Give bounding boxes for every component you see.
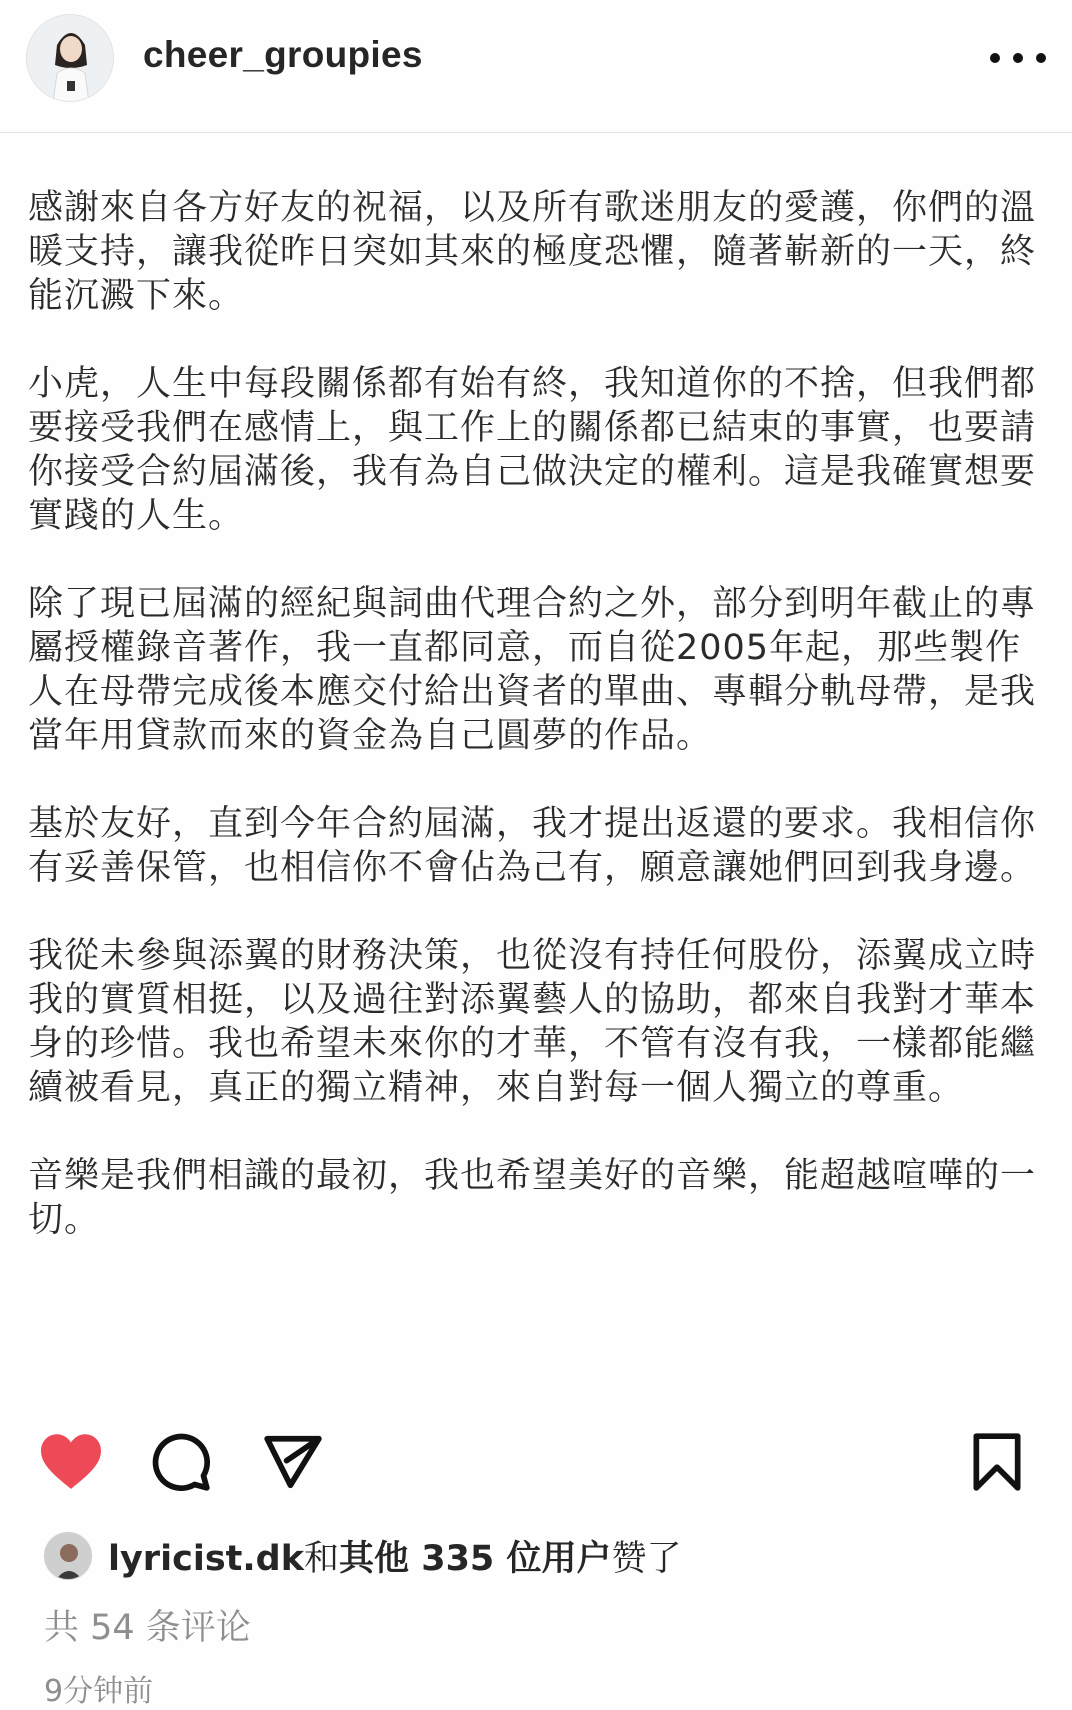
profile-photo: [27, 15, 114, 102]
liker-username[interactable]: lyricist.dk: [108, 1539, 305, 1579]
post-timestamp: 9分钟前: [44, 1674, 154, 1709]
post-username[interactable]: cheer_groupies: [143, 34, 423, 75]
likes-text: [108, 1531, 681, 1581]
likes-connector: 和: [304, 1539, 340, 1579]
more-dot: [990, 53, 1000, 63]
more-dots-icon[interactable]: [990, 40, 1046, 76]
caption-paragraph: 音樂是我們相識的最初，我也希望美好的音樂，能超越喧嘩的一切。: [28, 1156, 1037, 1240]
more-dot: [1013, 53, 1023, 63]
view-comments-link[interactable]: 共 54 条评论: [44, 1608, 251, 1648]
liker-avatar: [44, 1532, 92, 1580]
caption-paragraph: 基於友好，直到今年合約屆滿，我才提出返還的要求。我相信你有妥善保管，也相信你不會佔為己有，願意讓她們回到我身邊。: [28, 804, 1037, 888]
caption-paragraph: 小虎，人生中每段關係都有始有終，我知道你的不捨，但我們都要接受我們在感情上，與工作上的關係都已結束的事實，也要請你接受合約屆滿後，我有為自己做決定的權利。這是我確實想要實踐的人生。: [28, 364, 1037, 536]
more-dot: [1036, 53, 1046, 63]
likes-suffix: 赞了: [611, 1539, 682, 1579]
heart-filled-icon[interactable]: [38, 1431, 104, 1491]
bookmark-icon[interactable]: [970, 1431, 1024, 1493]
caption-paragraph: 感謝來自各方好友的祝福，以及所有歌迷朋友的愛護，你們的溫暖支持，讓我從昨日突如其來的極度恐懼，隨著嶄新的一天，終能沉澱下來。: [28, 188, 1037, 316]
paper-plane-icon[interactable]: [262, 1431, 324, 1493]
comment-bubble-icon[interactable]: [150, 1431, 212, 1493]
caption-paragraph: 除了現已屆滿的經紀與詞曲代理合約之外，部分到明年截止的專屬授權錄音著作，我一直都同意，而自從2005年起，那些製作人在母帶完成後本應交付給出資者的單曲、專輯分軌母帶，是我當年用貸款而來的資金為自己圓夢的作品。: [28, 584, 1037, 756]
post-header: [0, 0, 1072, 133]
profile-avatar[interactable]: [26, 14, 114, 102]
likes-summary[interactable]: [44, 1530, 681, 1582]
caption-paragraph: 我從未參與添翼的財務決策，也從沒有持任何股份，添翼成立時我的實質相挺，以及過往對添翼藝人的協助，都來自我對才華本身的珍惜。我也希望未來你的才華，不管有沒有我，一樣都能繼續被看見，真正的獨立精神，來自對每一個人獨立的尊重。: [28, 936, 1037, 1108]
action-bar: [0, 1425, 1072, 1505]
likes-others[interactable]: 其他 335 位用户: [339, 1539, 612, 1579]
post-caption: [28, 186, 1048, 1242]
liker-photo: [45, 1533, 92, 1580]
